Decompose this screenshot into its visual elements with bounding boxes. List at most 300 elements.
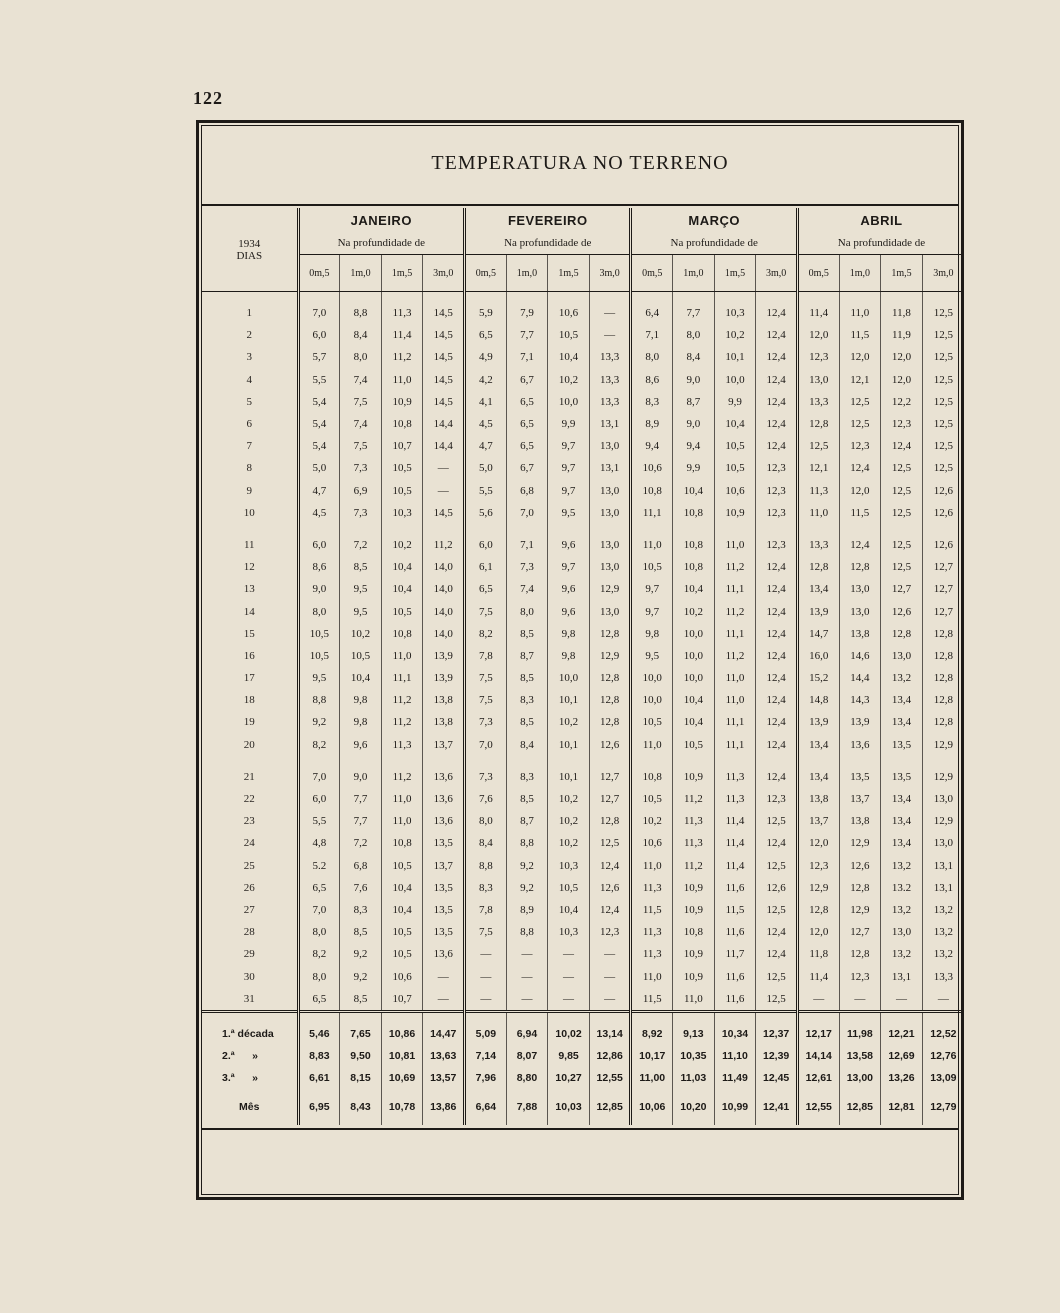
value-cell	[673, 457, 715, 479]
value-text: 6,0	[312, 538, 327, 551]
value-cell	[673, 346, 715, 368]
value-text: 13,1	[891, 970, 912, 983]
value-text: 13,7	[809, 815, 829, 828]
value-cell	[631, 346, 673, 368]
value-text: 13,5	[433, 881, 453, 894]
day-cell: 18	[243, 694, 255, 707]
value-cell	[340, 788, 382, 810]
value-cell	[881, 645, 923, 667]
table-row	[202, 623, 964, 645]
value-cell	[465, 899, 507, 921]
value-text: 8,0	[312, 605, 327, 618]
value-cell	[423, 877, 465, 899]
value-cell	[465, 324, 507, 346]
value-cell	[922, 810, 964, 832]
value-cell	[922, 943, 964, 965]
value-text: —	[437, 484, 449, 497]
value-cell	[548, 810, 590, 832]
value-text: 8,2	[312, 948, 327, 961]
value-text: 12,5	[933, 462, 954, 475]
value-text: 12,4	[766, 329, 786, 342]
value-text: 12,4	[766, 351, 786, 364]
table-frame-inner	[201, 125, 959, 1195]
value-cell	[756, 766, 798, 788]
value-text: 8,5	[353, 561, 368, 574]
summary-value: 11,10	[714, 1045, 756, 1067]
value-cell	[631, 689, 673, 711]
month-header-janeiro: JANEIRO	[298, 208, 464, 232]
table-row	[202, 346, 964, 368]
month-total-value: 8,43	[340, 1089, 382, 1125]
value-text: 13,4	[891, 793, 912, 806]
value-cell	[881, 556, 923, 578]
value-cell	[881, 877, 923, 899]
value-cell	[881, 302, 923, 324]
value-cell	[423, 623, 465, 645]
value-text: 14,6	[850, 649, 870, 662]
value-text: 6,0	[312, 793, 327, 806]
value-text: 9,4	[686, 440, 701, 453]
value-cell	[631, 600, 673, 622]
value-cell	[589, 324, 631, 346]
table-row	[202, 413, 964, 435]
value-cell	[714, 988, 756, 1012]
value-cell	[423, 302, 465, 324]
value-text: 12,6	[891, 605, 912, 618]
value-cell	[881, 943, 923, 965]
value-cell	[673, 435, 715, 457]
value-cell	[381, 480, 423, 502]
value-text: 9,6	[561, 583, 576, 596]
value-text: 12,9	[933, 770, 954, 783]
value-text: 7,6	[353, 881, 368, 894]
value-text: 11,3	[725, 793, 745, 806]
value-text: 12,3	[766, 484, 786, 497]
value-text: 10,7	[392, 992, 412, 1005]
value-text: 10,0	[642, 694, 662, 707]
value-cell	[506, 623, 548, 645]
value-cell	[465, 965, 507, 987]
day-cell: 27	[243, 903, 255, 916]
table-row	[202, 943, 964, 965]
value-text: 10,4	[558, 351, 579, 364]
value-cell	[631, 502, 673, 524]
value-cell	[340, 832, 382, 854]
value-text: 10,8	[642, 484, 662, 497]
spacer-row	[202, 292, 964, 303]
value-text: 12,0	[809, 329, 829, 342]
value-cell	[797, 502, 839, 524]
value-cell	[631, 734, 673, 756]
value-cell	[548, 988, 590, 1012]
value-text: 13,2	[891, 672, 912, 685]
table-row	[202, 988, 964, 1012]
value-text: 11,2	[725, 649, 745, 662]
value-cell	[381, 855, 423, 877]
value-text: 10,6	[392, 970, 412, 983]
value-text: 11,1	[725, 583, 745, 596]
value-text: 12,5	[933, 418, 954, 431]
value-text: ° 11,0	[850, 307, 869, 319]
day-cell: 23	[243, 815, 255, 828]
value-text: 8,7	[686, 395, 701, 408]
value-text: 10,4	[683, 716, 703, 729]
table-row	[202, 435, 964, 457]
value-cell	[340, 534, 382, 556]
value-text: 10,2	[558, 716, 579, 729]
day-cell: 11	[243, 538, 255, 551]
value-cell	[714, 457, 756, 479]
table-row	[202, 877, 964, 899]
value-text: 14,5	[433, 329, 453, 342]
value-cell	[631, 766, 673, 788]
value-text: 12,5	[809, 440, 829, 453]
value-cell	[548, 711, 590, 733]
day-cell: 6	[246, 418, 253, 431]
value-text: ° 7,9	[520, 307, 534, 319]
summary-value: 8,92	[631, 1023, 673, 1045]
value-text: 13,0	[891, 926, 912, 939]
value-text: 9,5	[353, 605, 368, 618]
value-text: 13,9	[850, 716, 870, 729]
month-total-value: 10,78	[381, 1089, 423, 1125]
value-cell	[298, 810, 340, 832]
value-cell	[589, 766, 631, 788]
summary-value: 6,94	[506, 1023, 548, 1045]
value-cell	[839, 578, 881, 600]
value-cell	[548, 502, 590, 524]
value-cell	[714, 600, 756, 622]
value-text: 8,3	[520, 770, 534, 783]
value-text: 7,2	[353, 837, 368, 850]
value-text: 12,4	[766, 418, 786, 431]
value-text: 9,6	[561, 605, 576, 618]
value-cell	[673, 578, 715, 600]
value-cell	[589, 921, 631, 943]
value-cell	[797, 810, 839, 832]
value-text: 12,3	[766, 506, 786, 519]
value-cell	[423, 921, 465, 943]
value-cell	[423, 711, 465, 733]
value-cell	[881, 324, 923, 346]
value-text: 6,5	[478, 329, 493, 342]
value-cell	[423, 480, 465, 502]
value-text: 13,6	[433, 770, 453, 783]
value-text: —	[480, 992, 492, 1005]
value-cell	[714, 711, 756, 733]
value-text: 12,3	[766, 538, 786, 551]
summary-value: 13,14	[589, 1023, 631, 1045]
month-header-abril: ABRIL	[797, 208, 964, 232]
value-text: 8,2	[478, 627, 493, 640]
value-cell	[465, 369, 507, 391]
value-text: 12,5	[891, 561, 912, 574]
value-cell	[922, 346, 964, 368]
value-text: 10,9	[683, 903, 703, 916]
value-text: 11,6	[725, 926, 745, 939]
value-cell	[506, 346, 548, 368]
value-text: 11,4	[725, 859, 745, 872]
month-header-fevereiro: FEVEREIRO	[465, 208, 631, 232]
value-cell	[839, 556, 881, 578]
value-text: 12,0	[891, 351, 912, 364]
value-cell	[381, 832, 423, 854]
value-cell	[381, 788, 423, 810]
value-cell	[340, 302, 382, 324]
value-cell	[631, 788, 673, 810]
depth-header: 1m,0	[839, 255, 881, 292]
value-cell	[714, 734, 756, 756]
value-text: 9,2	[312, 716, 327, 729]
value-text: 12,9	[809, 881, 829, 894]
table-row	[202, 734, 964, 756]
bottom-divider	[202, 1128, 958, 1130]
value-cell	[922, 965, 964, 987]
value-cell	[548, 413, 590, 435]
value-cell	[340, 556, 382, 578]
depth-header: 1m,0	[673, 255, 715, 292]
value-text: 13,5	[891, 770, 912, 783]
value-text: 13,3	[809, 538, 829, 551]
day-cell: 12	[243, 561, 255, 574]
month-total-value: 12,79	[922, 1089, 964, 1125]
value-cell	[506, 556, 548, 578]
value-text: 8,7	[520, 815, 534, 828]
value-text: 8,0	[478, 815, 493, 828]
value-text: 11,3	[642, 881, 662, 894]
value-cell	[340, 965, 382, 987]
value-cell	[298, 667, 340, 689]
value-text: 11,6	[725, 970, 745, 983]
value-text: 12,7	[933, 561, 954, 574]
value-text: 10,3	[392, 506, 412, 519]
value-cell	[589, 788, 631, 810]
value-cell	[922, 877, 964, 899]
value-cell	[548, 734, 590, 756]
value-text: 10,6	[642, 462, 662, 475]
value-cell	[381, 734, 423, 756]
value-cell	[340, 578, 382, 600]
value-cell	[465, 667, 507, 689]
value-text: 10,4	[683, 583, 703, 596]
value-cell	[298, 711, 340, 733]
value-text: 11,2	[683, 793, 703, 806]
value-cell	[673, 711, 715, 733]
value-cell	[756, 457, 798, 479]
value-cell	[631, 324, 673, 346]
value-cell	[589, 689, 631, 711]
table-row	[202, 667, 964, 689]
value-text: 10,2	[392, 538, 412, 551]
value-cell	[381, 988, 423, 1012]
value-text: 12,4	[766, 694, 786, 707]
year-label: 1934	[238, 237, 261, 250]
value-cell	[298, 457, 340, 479]
value-cell	[673, 766, 715, 788]
value-cell	[423, 324, 465, 346]
value-text: 12,5	[766, 815, 786, 828]
value-cell	[797, 413, 839, 435]
summary-row	[202, 1067, 964, 1089]
value-cell	[673, 324, 715, 346]
value-text: 12,9	[933, 815, 954, 828]
summary-row	[202, 1045, 964, 1067]
value-text: 8,5	[520, 627, 534, 640]
value-cell	[922, 502, 964, 524]
value-cell	[631, 534, 673, 556]
value-text: 13,0	[600, 484, 620, 497]
value-cell	[714, 556, 756, 578]
value-cell	[756, 623, 798, 645]
value-cell	[756, 667, 798, 689]
value-text: 13,5	[433, 926, 453, 939]
summary-label: 2.ª »	[222, 1049, 258, 1062]
value-text: 10,8	[683, 506, 703, 519]
value-text: —	[480, 948, 492, 961]
value-cell	[589, 480, 631, 502]
value-cell	[714, 689, 756, 711]
value-text: 11,2	[392, 770, 412, 783]
value-text: 9,7	[561, 440, 576, 453]
table-row	[202, 788, 964, 810]
value-text: 13,6	[433, 948, 453, 961]
summary-value: 12,39	[756, 1045, 798, 1067]
value-text: 11,1	[725, 627, 745, 640]
value-cell	[631, 645, 673, 667]
summary-value: 10,34	[714, 1023, 756, 1045]
value-cell	[589, 623, 631, 645]
value-cell	[631, 391, 673, 413]
value-cell	[922, 667, 964, 689]
value-text: 9,0	[353, 770, 368, 783]
value-cell	[797, 578, 839, 600]
value-cell	[423, 988, 465, 1012]
value-cell	[465, 578, 507, 600]
value-text: 12,4	[766, 373, 786, 386]
value-text: 11,1	[725, 716, 745, 729]
summary-value: 12,45	[756, 1067, 798, 1089]
value-cell	[673, 600, 715, 622]
value-text: 6,5	[520, 418, 534, 431]
value-cell	[881, 534, 923, 556]
value-cell	[506, 457, 548, 479]
value-cell	[881, 480, 923, 502]
value-cell	[673, 689, 715, 711]
value-cell	[631, 480, 673, 502]
value-text: 8,5	[520, 672, 534, 685]
value-cell	[423, 413, 465, 435]
value-text: 10,4	[392, 561, 412, 574]
value-text: 13,4	[809, 583, 829, 596]
value-cell	[465, 534, 507, 556]
month-total-label: Mês	[239, 1100, 260, 1113]
value-cell	[423, 534, 465, 556]
temperature-table	[202, 208, 964, 1125]
value-cell	[298, 645, 340, 667]
value-text: 11,0	[809, 506, 829, 519]
value-cell	[756, 711, 798, 733]
day-cell: 1	[246, 307, 253, 320]
value-text: 7,5	[353, 440, 368, 453]
value-text: 12,3	[600, 926, 620, 939]
value-cell	[506, 413, 548, 435]
value-text: 7,4	[520, 583, 534, 596]
value-text: 10,2	[683, 605, 703, 618]
value-cell	[423, 689, 465, 711]
value-cell	[548, 391, 590, 413]
value-cell	[548, 832, 590, 854]
month-total-value: 13,86	[423, 1089, 465, 1125]
value-text: 11,2	[725, 561, 745, 574]
summary-value: 7,14	[465, 1045, 507, 1067]
value-text: —	[437, 992, 449, 1005]
table-frame	[196, 120, 964, 1200]
summary-value: 12,37	[756, 1023, 798, 1045]
summary-value: 12,21	[881, 1023, 923, 1045]
value-text: 10,4	[350, 672, 371, 685]
value-cell	[714, 369, 756, 391]
value-text: 10,8	[392, 837, 412, 850]
value-cell	[506, 832, 548, 854]
value-text: 7,5	[478, 926, 493, 939]
value-text: ° 10,6	[559, 307, 578, 319]
value-text: 10,5	[309, 649, 329, 662]
value-cell	[797, 734, 839, 756]
value-text: —	[604, 948, 616, 961]
value-text: 9,7	[561, 462, 576, 475]
value-text: 10,5	[642, 561, 662, 574]
value-text: 12,8	[891, 627, 912, 640]
depth-header: 1m,0	[506, 255, 548, 292]
value-text: 14,5	[433, 373, 453, 386]
value-cell	[714, 855, 756, 877]
value-text: 7,1	[645, 329, 660, 342]
value-cell	[340, 943, 382, 965]
value-cell	[839, 855, 881, 877]
value-cell	[922, 324, 964, 346]
value-cell	[839, 435, 881, 457]
summary-value: 13,63	[423, 1045, 465, 1067]
value-cell	[506, 302, 548, 324]
value-text: 10,2	[558, 815, 579, 828]
value-cell	[548, 480, 590, 502]
value-text: 9,8	[561, 627, 576, 640]
value-cell	[756, 877, 798, 899]
value-cell	[756, 502, 798, 524]
value-cell	[465, 502, 507, 524]
value-cell	[589, 369, 631, 391]
value-cell	[756, 391, 798, 413]
value-text: 9,5	[561, 506, 576, 519]
summary-value: 8,15	[340, 1067, 382, 1089]
value-text: 9,7	[561, 484, 576, 497]
value-text: 9,9	[561, 418, 576, 431]
value-cell	[548, 578, 590, 600]
value-cell	[423, 788, 465, 810]
value-text: 6,0	[478, 538, 493, 551]
value-cell	[548, 623, 590, 645]
value-text: 12,3	[809, 859, 829, 872]
value-text: 10,5	[392, 605, 412, 618]
value-text: 14,5	[433, 351, 453, 364]
value-text: 10,9	[725, 506, 745, 519]
value-cell	[381, 766, 423, 788]
summary-value: 10,02	[548, 1023, 590, 1045]
value-text: 12,5	[766, 903, 786, 916]
value-text: 6,0	[312, 329, 327, 342]
value-cell	[548, 369, 590, 391]
value-text: 13,9	[809, 605, 829, 618]
